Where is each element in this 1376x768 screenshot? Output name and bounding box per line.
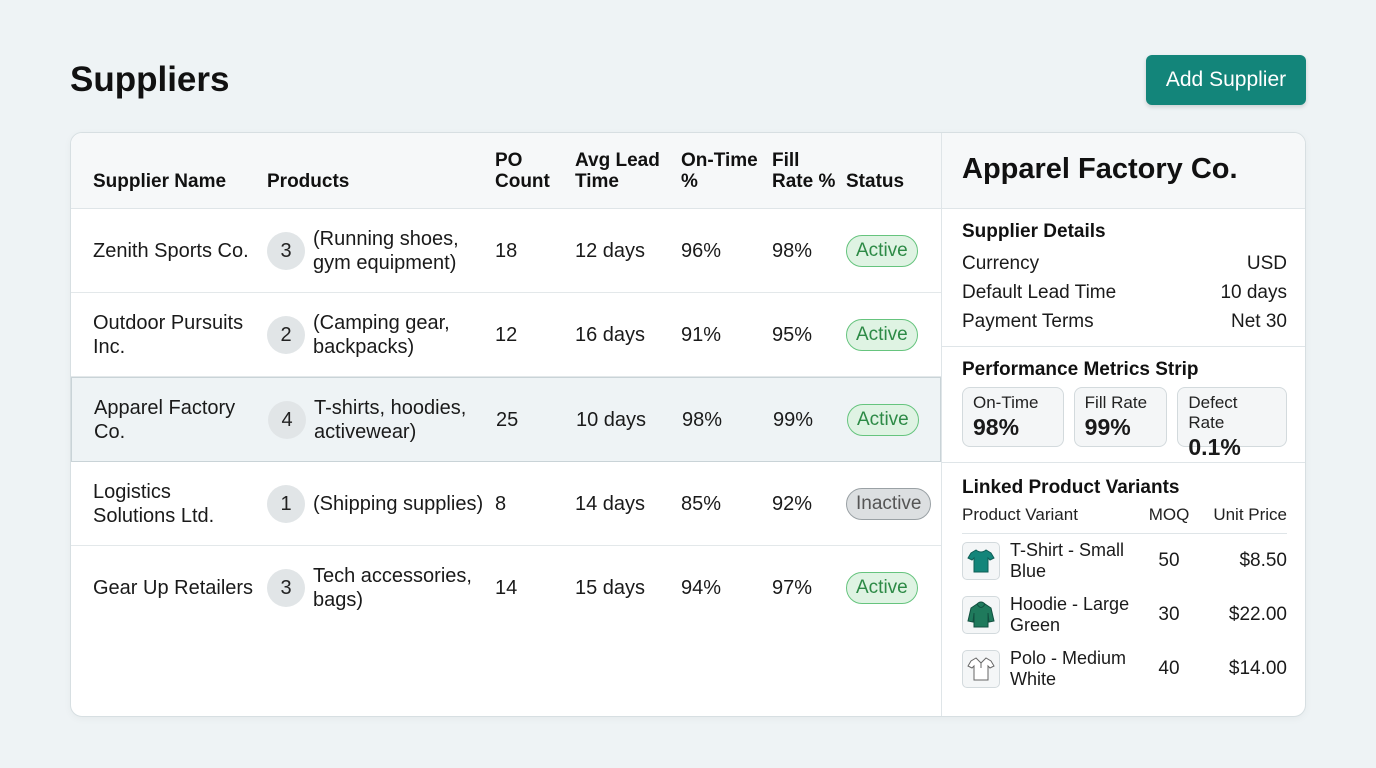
col-header-po-count-line1: PO [495,150,523,171]
fill-rate-pct: 97% [772,577,813,599]
fill-rate-pct: 92% [772,492,813,515]
products-line1: (Camping gear, [313,311,450,334]
metric-on-time-label: On-Time [973,393,1039,412]
col-header-avg-lead-time[interactable] [575,150,660,192]
supplier-detail-panel [941,133,1306,716]
variant-name [1010,540,1138,582]
payment-terms-label: Payment Terms [962,311,1094,332]
payment-terms-row [962,307,1287,336]
table-row[interactable] [71,209,941,293]
po-count: 8 [495,492,507,515]
linked-variants-heading: Linked Product Variants [962,477,1180,498]
default-lead-time-value: 10 days [1220,282,1287,303]
col-header-fill-line1: Fill [772,150,800,171]
col-header-product-variant: Product Variant [962,505,1078,524]
payment-terms-value: Net 30 [1231,311,1287,332]
default-lead-time-row [962,278,1287,307]
on-time-pct: 98% [682,408,723,431]
status-badge: Active [846,235,918,267]
products-line1: (Running shoes, [313,227,459,250]
supplier-name-line1: Gear Up Retailers [93,577,254,599]
po-count: 14 [495,577,518,599]
po-count: 12 [495,323,518,346]
col-header-unit-price: Unit Price [1213,505,1287,524]
metric-on-time-value: 98% [973,414,1020,440]
products-line1: (Shipping supplies) [313,492,484,515]
variant-moq: 50 [1158,550,1180,571]
supplier-name [93,239,249,263]
variant-row[interactable] [962,642,1287,696]
table-row[interactable] [71,293,941,377]
col-header-fill-rate[interactable] [772,150,835,192]
col-header-po-count-line2: Count [495,171,550,192]
supplier-name-line2: Inc. [93,335,126,358]
col-header-supplier-name[interactable]: Supplier Name [93,171,227,192]
product-count-badge: 4 [268,401,306,439]
default-lead-time-label: Default Lead Time [962,282,1117,303]
po-count: 18 [495,239,518,262]
fill-rate-pct: 99% [773,408,814,431]
avg-lead-time: 10 days [576,408,647,431]
variant-name-line2: Blue [1010,561,1047,581]
metric-defect-rate-label: Defect Rate [1188,393,1238,432]
variant-name-line1: T-Shirt - Small [1010,540,1125,560]
metric-defect-rate [1177,387,1287,460]
product-count-badge: 3 [267,569,305,607]
col-header-status[interactable]: Status [846,171,905,192]
products-list [313,227,459,275]
supplier-name-line1: Zenith Sports Co. [93,239,249,262]
tshirt-icon [962,542,1000,580]
metric-on-time [962,387,1064,447]
supplier-details-section [942,209,1306,347]
products-line1: Tech accessories, [313,565,472,587]
on-time-pct: 85% [681,492,722,515]
supplier-name [93,311,243,359]
products-line2: backpacks) [313,335,415,358]
status-badge: Active [846,572,918,604]
status-badge: Active [847,404,919,436]
on-time-pct: 96% [681,239,722,262]
variant-name [1010,594,1138,636]
supplier-name [93,576,253,600]
metric-defect-rate-value: 0.1% [1188,434,1241,460]
variant-name-line1: Hoodie - Large [1010,594,1130,614]
col-header-po-count[interactable] [495,150,550,192]
linked-variants-section [942,463,1306,706]
products-list [313,492,483,516]
avg-lead-time: 15 days [575,577,646,599]
detail-title: Apparel Factory Co. [942,133,1306,209]
variant-name-line1: Polo - Medium [1010,648,1127,668]
products-line2: bags) [313,589,364,611]
supplier-name-line1: Logistics [93,480,171,503]
variant-moq: 40 [1158,658,1180,679]
supplier-name [94,396,235,444]
metric-fill-rate-value: 99% [1084,414,1131,440]
supplier-name [93,480,214,528]
variant-name [1010,648,1138,690]
col-header-products[interactable]: Products [267,171,350,192]
col-header-ontime-line2: % [681,171,698,192]
fill-rate-pct: 95% [772,323,813,346]
currency-row [962,249,1287,278]
col-header-ontime-line1: On-Time [681,150,758,171]
status-badge: Active [846,319,918,351]
on-time-pct: 91% [681,323,722,346]
table-row[interactable] [71,546,941,630]
product-count-badge: 1 [267,485,305,523]
avg-lead-time: 14 days [575,492,646,515]
fill-rate-pct: 98% [772,239,813,262]
avg-lead-time: 12 days [575,239,646,262]
po-count: 25 [496,408,519,431]
variant-moq: 30 [1158,604,1180,625]
variant-unit-price: $14.00 [1228,658,1287,679]
avg-lead-time: 16 days [575,323,646,346]
col-header-fill-line2: Rate % [772,171,836,192]
metrics-strip [962,387,1287,460]
on-time-pct: 94% [681,577,722,599]
hoodie-icon [962,596,1000,634]
supplier-name-line1: Outdoor Pursuits [93,311,244,334]
products-line2: activewear) [314,420,417,443]
products-line2: gym equipment) [313,251,457,274]
currency-label: Currency [962,253,1040,274]
products-list [313,564,472,612]
performance-metrics-heading: Performance Metrics Strip [962,359,1199,380]
metric-fill-rate-label: Fill Rate [1084,393,1148,412]
supplier-name-line1: Apparel Factory [94,396,236,419]
polo-icon [962,650,1000,688]
metric-fill-rate [1074,387,1168,447]
page-title: Suppliers [70,60,230,99]
status-badge: Inactive [846,488,931,520]
products-list [314,396,466,444]
table-row[interactable] [71,462,941,546]
product-count-badge: 2 [267,316,305,354]
supplier-name-line2: Co. [94,420,126,443]
variant-unit-price: $22.00 [1228,604,1287,625]
supplier-name-line2: Solutions Ltd. [93,504,215,527]
variant-name-line2: Green [1010,615,1061,635]
products-line1: T-shirts, hoodies, [314,396,467,419]
table-row-selected[interactable] [71,377,941,462]
suppliers-table [71,133,941,716]
col-header-lead-line1: Avg Lead [575,150,660,171]
suppliers-card [70,132,1306,717]
add-supplier-button[interactable]: Add Supplier [1146,55,1306,105]
currency-value: USD [1246,253,1287,274]
col-header-moq: MOQ [1148,505,1190,524]
col-header-lead-line2: Time [575,171,620,192]
variant-name-line2: White [1010,669,1057,689]
col-header-on-time[interactable] [681,150,758,192]
variant-row[interactable] [962,588,1287,642]
performance-metrics-section [942,347,1306,463]
product-count-badge: 3 [267,232,305,270]
variant-row[interactable] [962,534,1287,588]
supplier-details-heading: Supplier Details [962,221,1106,242]
variants-table-header [962,505,1287,534]
variant-unit-price: $8.50 [1239,550,1287,571]
table-header [71,133,941,209]
products-list [313,311,450,359]
